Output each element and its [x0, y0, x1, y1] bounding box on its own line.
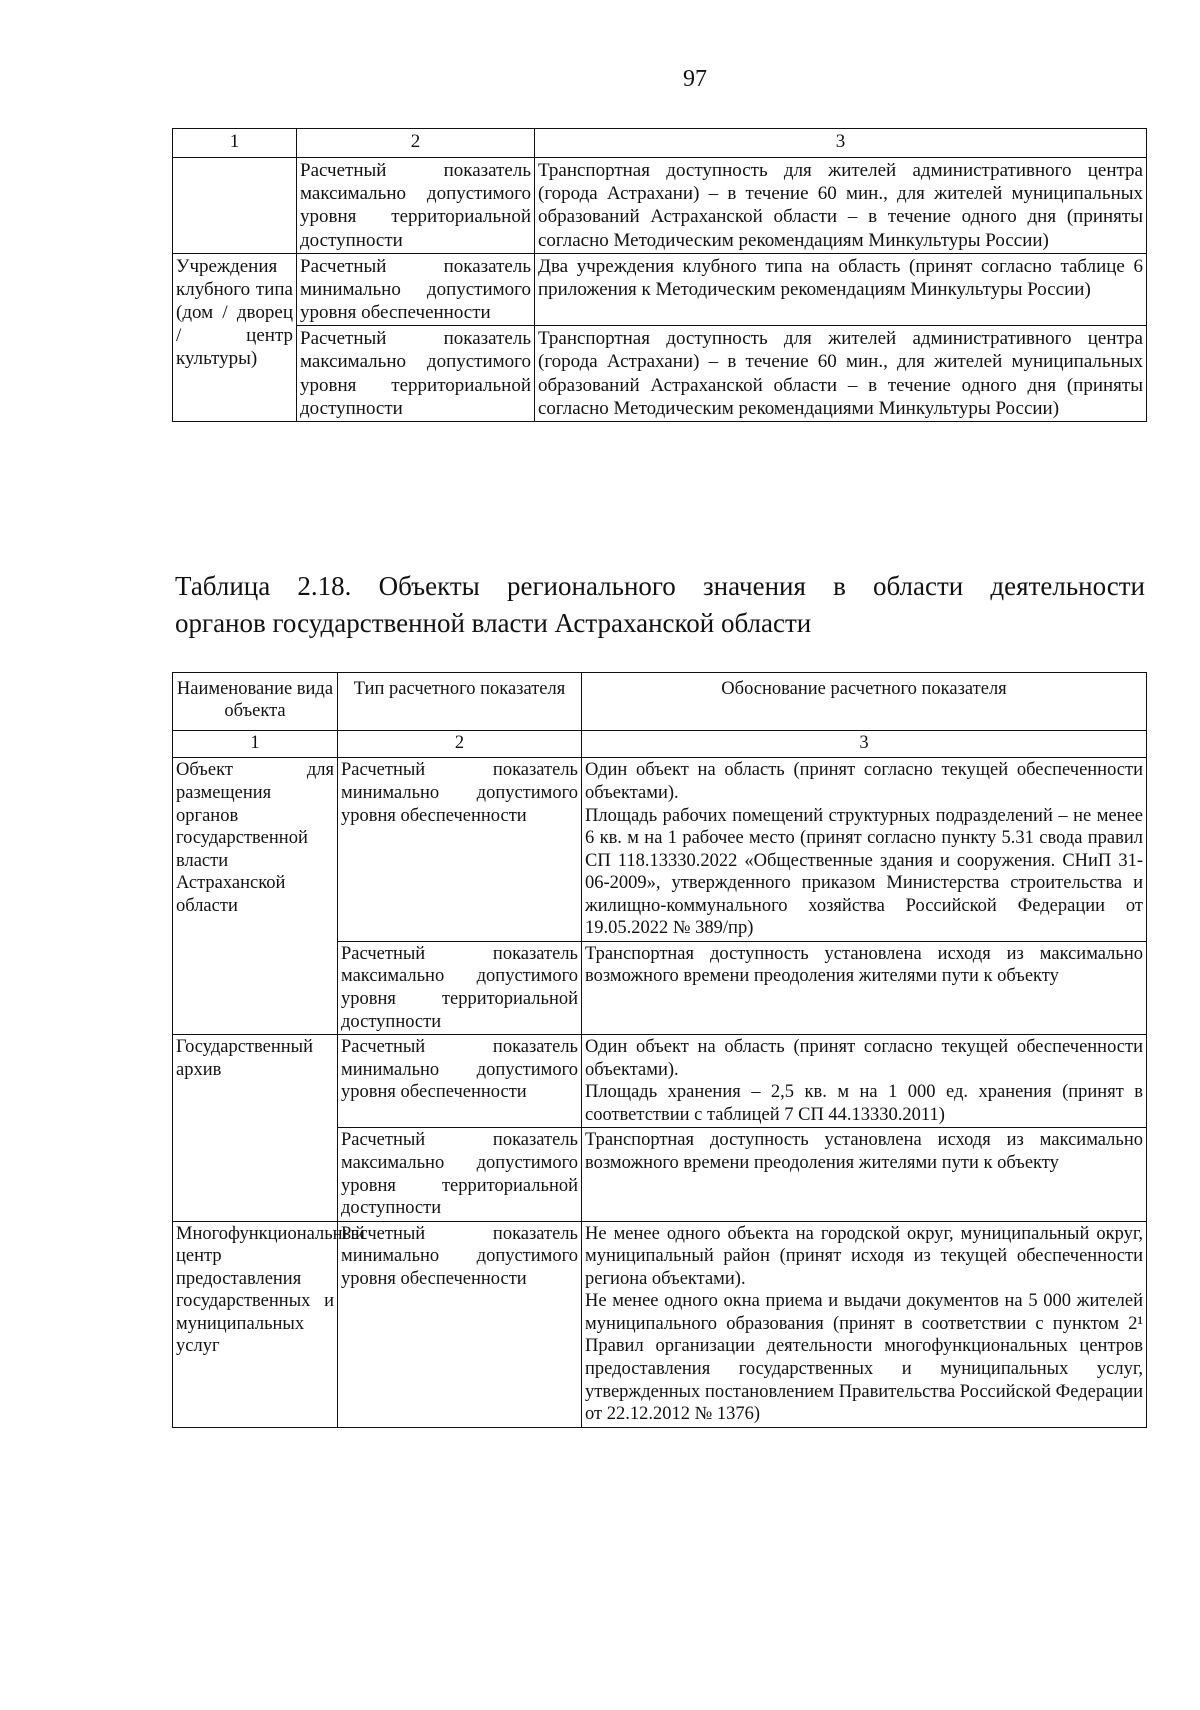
culture-objects-table-continuation — [172, 128, 1147, 422]
indicator-basis-cell: Транспортная доступность для жителей административного центра (города Астрахани) – в течение 60 мин., для жителей муниципальных образований Астраханской области – в течение одного дня (приняты согласно Методическим рекомендациями Минкультуры России) — [535, 326, 1147, 422]
indicator-basis-cell — [582, 941, 1147, 1034]
column-number: 3 — [535, 129, 1147, 158]
basis-paragraph: Не менее одного окна приема и выдачи документов на 5 000 жителей муниципального образования (принят в соответствии с пунктом 2¹ Правил организации деятельности многофункциональных центров предоставления государственных и муниципальных услуг, утвержденных постановлением Правительства Российской Федерации от 22.12.2012 № 1376) — [585, 1291, 1143, 1425]
column-header: Наименование вида объекта — [173, 673, 338, 731]
indicator-type-cell: Расчетный показатель минимально допустимого уровня обеспеченности — [338, 758, 582, 942]
basis-paragraph: Один объект на область (принят согласно текущей обеспеченности объектами). — [585, 760, 1143, 803]
table-caption-line: органов государственной власти Астраханской области — [175, 607, 812, 638]
page-number: 97 — [683, 66, 707, 92]
object-name-cell: Многофункциональный центр предоставления государственных и муниципальных услуг — [173, 1221, 338, 1427]
basis-paragraph: Площадь хранения – 2,5 кв. м на 1 000 ед. хранения (принят в соответствии с таблицей 7 СП 44.13330.2011) — [585, 1082, 1143, 1125]
table-row — [173, 158, 1147, 254]
column-number: 1 — [173, 731, 338, 758]
table-row — [173, 758, 1147, 942]
column-number: 1 — [173, 129, 297, 158]
table-caption — [175, 568, 1145, 641]
basis-paragraph: Транспортная доступность установлена исходя из максимально возможного времени преодоления жителями пути к объекту — [585, 1130, 1143, 1173]
indicator-basis-cell — [582, 1221, 1147, 1427]
column-header: Тип расчетного показателя — [338, 673, 582, 731]
object-name-cell: Государственный архив — [173, 1035, 338, 1222]
indicator-basis-cell — [582, 758, 1147, 942]
object-type-cell — [173, 158, 297, 254]
indicator-type-cell: Расчетный показатель минимально допустимого уровня обеспеченности — [338, 1035, 582, 1128]
indicator-type-cell: Расчетный показатель минимально допустимого уровня обеспеченности — [338, 1221, 582, 1427]
object-type-cell: Учреждения клубного типа (дом / дворец / центр культуры) — [173, 253, 297, 421]
table-column-number-row — [173, 731, 1147, 758]
indicator-type-cell: Расчетный показатель максимально допустимого уровня территориальной доступности — [297, 326, 535, 422]
government-objects-table — [172, 672, 1147, 1428]
table-row — [173, 1035, 1147, 1128]
indicator-type-cell: Расчетный показатель максимально допустимого уровня территориальной доступности — [338, 1128, 582, 1221]
indicator-type-cell: Расчетный показатель максимально допустимого уровня территориальной доступности — [297, 158, 535, 254]
indicator-basis-cell — [582, 1128, 1147, 1221]
basis-paragraph: Площадь рабочих помещений структурных подразделений – не менее 6 кв. м на 1 рабочее место (принят согласно пункту 5.31 свода правил СП 118.13330.2022 «Общественные здания и сооружения. СНиП 31-06-2009», утвержденного приказом Министерства строительства и жилищно-коммунального хозяйства Российской Федерации от 19.05.2022 № 389/пр) — [585, 805, 1143, 939]
basis-paragraph: Не менее одного объекта на городской округ, муниципальный округ, муниципальный район (принят исходя из текущей обеспеченности региона объектами). — [585, 1223, 1143, 1289]
indicator-type-cell: Расчетный показатель максимально допустимого уровня территориальной доступности — [338, 941, 582, 1034]
table-row — [173, 326, 1147, 422]
table-header-row — [173, 673, 1147, 731]
indicator-basis-cell — [582, 1035, 1147, 1128]
column-number: 2 — [338, 731, 582, 758]
column-number: 2 — [297, 129, 535, 158]
column-number: 3 — [582, 731, 1147, 758]
indicator-basis-cell: Два учреждения клубного типа на область (принят согласно таблице 6 приложения к Методическим рекомендациям Минкультуры России) — [535, 253, 1147, 326]
table-row — [173, 253, 1147, 326]
object-name-cell: Объект для размещения органов государственной власти Астраханской области — [173, 758, 338, 1035]
indicator-type-cell: Расчетный показатель минимально допустимого уровня обеспеченности — [297, 253, 535, 326]
column-header: Обоснование расчетного показателя — [582, 673, 1147, 731]
table-row — [173, 1221, 1147, 1427]
basis-paragraph: Один объект на область (принят согласно текущей обеспеченности объектами). — [585, 1037, 1143, 1080]
table-caption-line: Таблица 2.18. Объекты регионального значения в области деятельности — [175, 571, 1145, 601]
table-column-number-row — [173, 129, 1147, 158]
indicator-basis-cell: Транспортная доступность для жителей административного центра (города Астрахани) – в течение 60 мин., для жителей муниципальных образований Астраханской области – в течение одного дня (приняты согласно Методическим рекомендациям Минкультуры России) — [535, 158, 1147, 254]
basis-paragraph: Транспортная доступность установлена исходя из максимально возможного времени преодоления жителями пути к объекту — [585, 943, 1143, 987]
